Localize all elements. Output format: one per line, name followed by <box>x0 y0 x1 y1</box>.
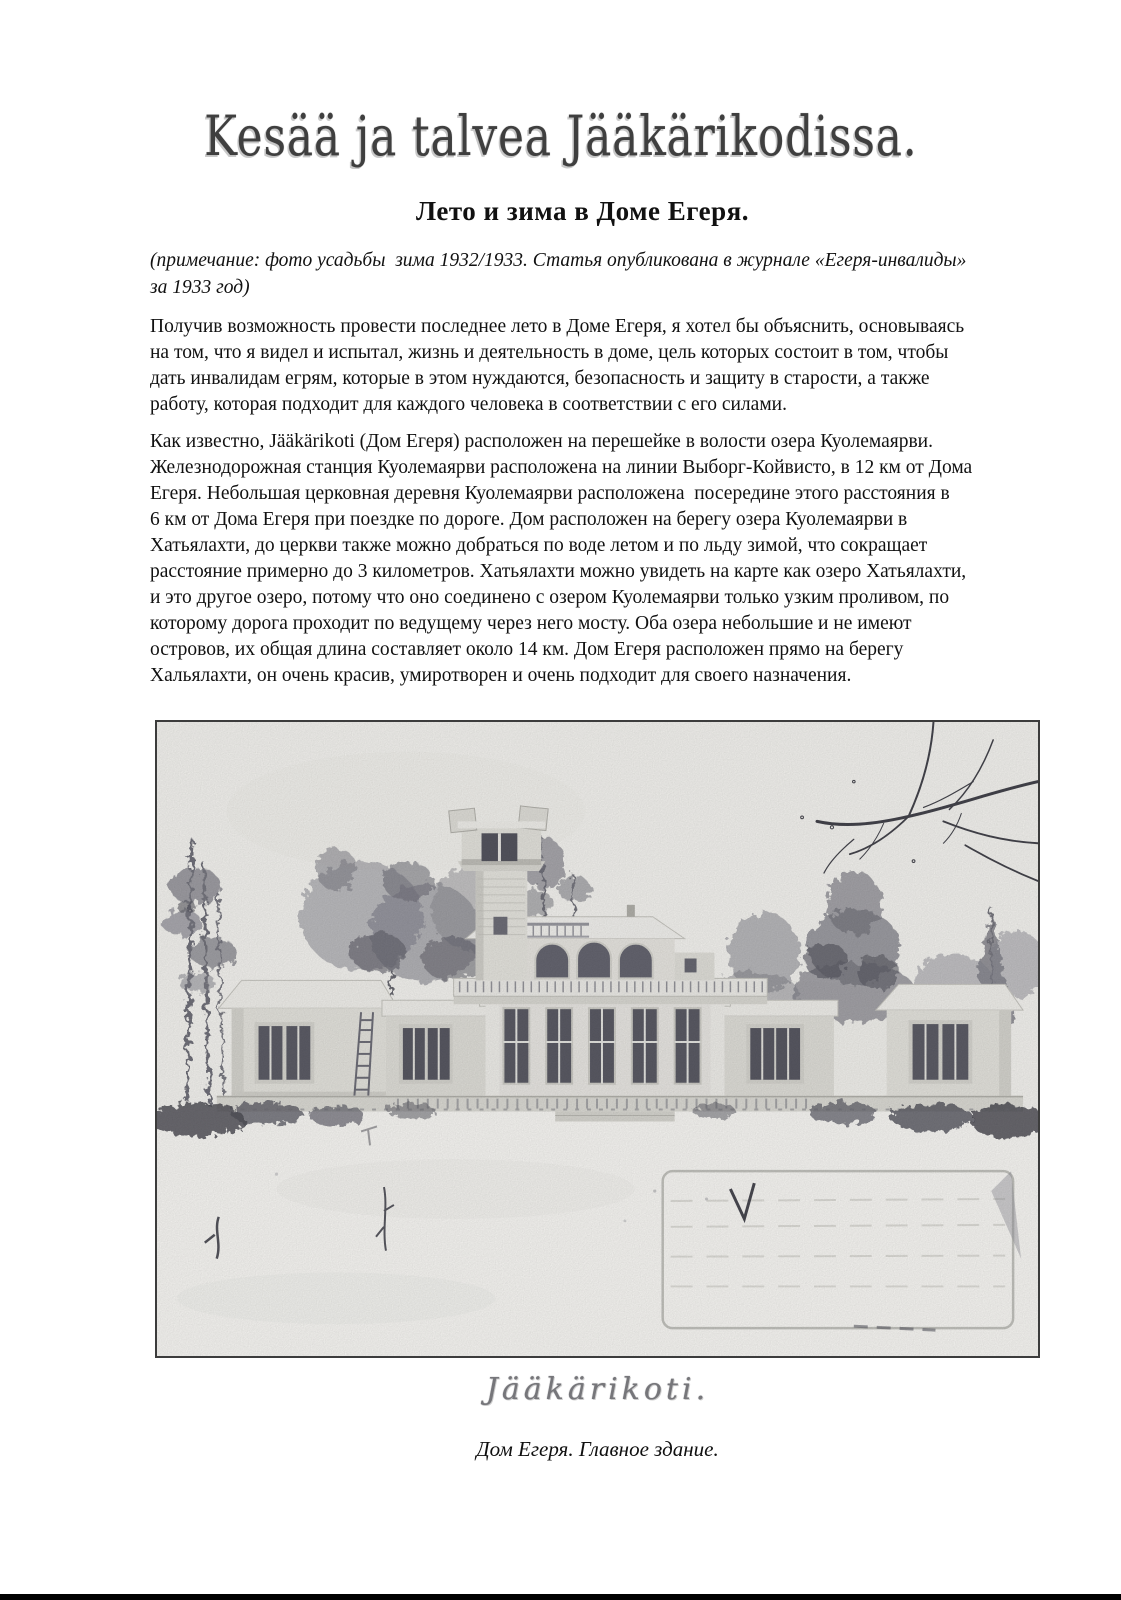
text-line: (примечание: фото усадьбы зима 1932/1933. Статья опубликована в журнале «Егеря-инвалиды» <box>150 250 967 271</box>
text-line: Получив возможность провести последнее лето в Доме Егеря, я хотел бы объяснить, основываясь <box>150 316 965 337</box>
text-line: расстояние примерно до 3 километров. Хатьялахти можно увидеть на карте как озеро Хатьялахти, <box>150 561 967 582</box>
photo-caption-scan <box>155 1372 1040 1407</box>
text-line: 6 км от Дома Егеря при поездке по дороге. Дом расположен на берегу озера Куолемаярви в <box>150 509 908 530</box>
text-line: за 1933 год) <box>150 277 250 298</box>
text-line: Как известно, Jääkärikoti (Дом Егеря) расположен на перешейке в волости озера Куолемаярви. <box>150 431 933 452</box>
article-paragraph-2 <box>150 429 972 689</box>
text-line: Хатьялахти, до церкви также можно добраться по воде летом и по льду зимой, что сокращает <box>150 535 928 556</box>
article-heading: Лето и зима в Доме Егеря. <box>415 196 750 226</box>
text-line: работу, которая подходит для каждого человека в соответствии с его силами. <box>150 394 787 415</box>
text-line: Хальялахти, он очень красив, умиротворен и очень подходит для своего назначения. <box>150 665 852 686</box>
text-line: на том, что я видел и испытал, жизнь и деятельность в доме, цель которых состоит в том, чтобы <box>150 342 949 363</box>
text-line: Железнодорожная станция Куолемаярви расположена на линии Выборг-Койвисто, в 12 км от Дома <box>150 457 973 478</box>
text-line: дать инвалидам егрям, которые в этом нуждаются, безопасность и защиту в старости, а также <box>150 368 930 389</box>
text-line: которому дорога проходит по ведущему через него мосту. Оба озера небольшие и не имеют <box>150 613 912 634</box>
article-paragraph-1 <box>150 314 964 418</box>
article-title-scan-text: Kesää ja talvea Jääkärikodissa. <box>203 104 918 168</box>
estate-photo-frame <box>155 720 1040 1358</box>
text-line: и это другое озеро, потому что оно соединено с озером Куолемаярви только узким проливом, по <box>150 587 950 608</box>
article-title-scan <box>0 104 1121 168</box>
text-line: Егеря. Небольшая церковная деревня Куолемаярви расположена посередине этого расстояния в <box>150 483 950 504</box>
article-note <box>150 247 966 301</box>
scan-edge-bar <box>0 1594 1121 1600</box>
estate-photo <box>157 722 1038 1356</box>
photo-caption-scan-text: Jääkärikoti. <box>485 1372 710 1407</box>
photo-caption: Дом Егеря. Главное здание. <box>476 1437 719 1461</box>
text-line: островов, их общая длина составляет около 14 км. Дом Егеря расположен прямо на берегу <box>150 639 904 660</box>
